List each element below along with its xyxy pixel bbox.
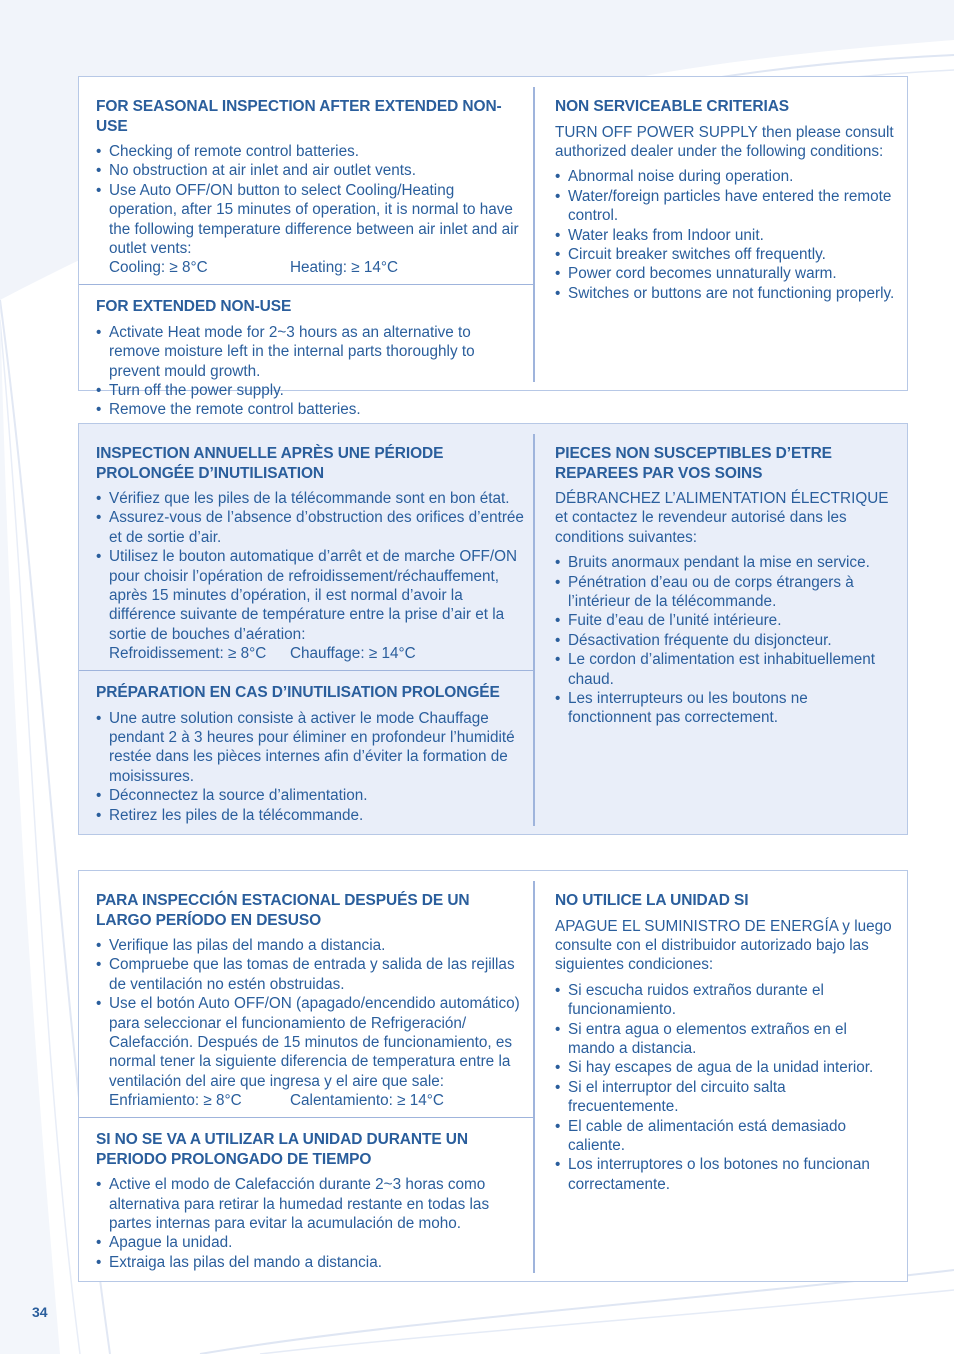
bullet-list bbox=[555, 167, 895, 303]
section-divider bbox=[79, 670, 533, 672]
list-item: • Désactivation fréquente du disjoncteur. bbox=[555, 631, 895, 650]
list-item: • No obstruction at air inlet and air outlet vents. bbox=[96, 161, 526, 180]
non-serviceable-section bbox=[555, 891, 895, 1194]
french-left-column bbox=[96, 444, 526, 825]
list-item: • Remove the remote control batteries. bbox=[96, 400, 526, 419]
heating-temp: Chauffage: ≥ 14°C bbox=[290, 645, 416, 663]
list-item: • Los interruptores o los botones no funcionan correctamente. bbox=[555, 1155, 895, 1194]
list-item: • Si escucha ruidos extraños durante el funcionamiento. bbox=[555, 981, 895, 1020]
list-item bbox=[96, 994, 526, 1110]
bullet-list bbox=[555, 553, 895, 728]
bullet-list bbox=[96, 709, 526, 825]
list-item: • Checking of remote control batteries. bbox=[96, 142, 526, 161]
list-item-text: Use Auto OFF/ON button to select Cooling/Heating operation, after 15 minutes of operation, it is normal to have the following temperature difference between air inlet and air outlet vents: bbox=[109, 181, 519, 258]
column-divider bbox=[533, 434, 535, 826]
list-item: • Bruits anormaux pendant la mise en service. bbox=[555, 553, 895, 572]
english-left-column bbox=[96, 97, 526, 420]
section-divider bbox=[79, 284, 533, 286]
heating-temp: Heating: ≥ 14°C bbox=[290, 259, 399, 277]
list-item: • Water leaks from Indoor unit. bbox=[555, 226, 895, 245]
cooling-temp: Cooling: ≥ 8°C bbox=[109, 259, 208, 277]
section-title: NO UTILICE LA UNIDAD SI bbox=[555, 892, 749, 909]
extended-non-use-section bbox=[96, 683, 526, 825]
list-item: • Si el interruptor del circuito salta frecuentemente. bbox=[555, 1078, 895, 1117]
list-item: • Si entra agua o elementos extraños en el mando a distancia. bbox=[555, 1020, 895, 1059]
section-title: NON SERVICEABLE CRITERIAS bbox=[555, 98, 790, 115]
spanish-panel bbox=[78, 870, 908, 1282]
section-divider bbox=[79, 1117, 533, 1119]
seasonal-inspection-section bbox=[96, 97, 526, 278]
bullet-list bbox=[96, 323, 526, 420]
column-divider bbox=[533, 87, 535, 382]
list-item: • Retirez les piles de la télécommande. bbox=[96, 806, 526, 825]
spanish-left-column bbox=[96, 891, 526, 1272]
bullet-list bbox=[96, 936, 526, 1111]
list-item: • Pénétration d’eau ou de corps étrangers à l’intérieur de la télécommande. bbox=[555, 573, 895, 612]
list-item: • Turn off the power supply. bbox=[96, 381, 526, 400]
list-item: • Verifique las pilas del mando a distancia. bbox=[96, 936, 526, 955]
list-item: • Abnormal noise during operation. bbox=[555, 167, 895, 186]
bullet-list bbox=[96, 142, 526, 278]
section-intro: APAGUE EL SUMINISTRO DE ENERGÍA y luego consulte con el distribuidor autorizado bajo las siguientes condiciones: bbox=[555, 917, 892, 974]
section-title: INSPECTION ANNUELLE APRÈS UNE PÉRIODE PROLONGÉE D’INUTILISATION bbox=[96, 445, 444, 482]
list-item: • Extraiga las pilas del mando a distancia. bbox=[96, 1253, 526, 1272]
french-right-column bbox=[555, 444, 895, 728]
extended-non-use-section bbox=[96, 1130, 526, 1272]
extended-non-use-section bbox=[96, 297, 526, 420]
column-divider bbox=[533, 881, 535, 1273]
list-item bbox=[96, 547, 526, 663]
temperature-values bbox=[109, 1091, 526, 1110]
section-title: PIECES NON SUSCEPTIBLES D’ETRE REPAREES PAR VOS SOINS bbox=[555, 445, 832, 482]
list-item: • Compruebe que las tomas de entrada y salida de las rejillas de ventilación no estén obstruidas. bbox=[96, 955, 526, 994]
list-item: • Activate Heat mode for 2~3 hours as an alternative to remove moisture left in the internal parts thoroughly to prevent mould growth. bbox=[96, 323, 526, 381]
page-number: 34 bbox=[32, 1304, 48, 1320]
section-intro: TURN OFF POWER SUPPLY then please consult authorized dealer under the following conditions: bbox=[555, 123, 894, 160]
spanish-right-column bbox=[555, 891, 895, 1194]
non-serviceable-section bbox=[555, 444, 895, 728]
seasonal-inspection-section bbox=[96, 444, 526, 664]
list-item: • Les interrupteurs ou les boutons ne fonctionnent pas correctement. bbox=[555, 689, 895, 728]
section-title: FOR SEASONAL INSPECTION AFTER EXTENDED NON-USE bbox=[96, 98, 502, 135]
list-item: • Switches or buttons are not functioning properly. bbox=[555, 284, 895, 303]
list-item: • Vérifiez que les piles de la télécommande sont en bon état. bbox=[96, 489, 526, 508]
seasonal-inspection-section bbox=[96, 891, 526, 1111]
list-item-text: Utilisez le bouton automatique d’arrêt et de marche OFF/ON pour choisir l’opération de refroidissement/réchauffement, après 15 minutes d’opération, il est normal d’avoir la différence suivante de température entre la prise d’air et la sortie de bouches d’aération: bbox=[109, 548, 518, 643]
temperature-values bbox=[109, 258, 526, 277]
list-item: • Une autre solution consiste à activer le mode Chauffage pendant 2 à 3 heures pour éliminer en profondeur l’humidité restée dans les pièces internes afin d’éviter la formation de moisissures. bbox=[96, 709, 526, 787]
section-title: PRÉPARATION EN CAS D’INUTILISATION PROLONGÉE bbox=[96, 684, 500, 702]
list-item: • Déconnectez la source d’alimentation. bbox=[96, 786, 526, 805]
section-intro: DÉBRANCHEZ L’ALIMENTATION ÉLECTRIQUE et contactez le revendeur autorisé dans les conditions suivantes: bbox=[555, 490, 889, 546]
section-title: SI NO SE VA A UTILIZAR LA UNIDAD DURANTE UN PERIODO PROLONGADO DE TIEMPO bbox=[96, 1131, 468, 1168]
english-panel bbox=[78, 76, 908, 419]
list-item: • Power cord becomes unnaturally warm. bbox=[555, 264, 895, 283]
bullet-list bbox=[96, 489, 526, 664]
bullet-list bbox=[96, 1175, 526, 1272]
list-item-text: Use el botón Auto OFF/ON (apagado/encendido automático) para seleccionar el funcionamiento de Refrigeración/ Calefacción. Después de 15 minutos de funcionamiento, es normal tener la siguiente diferencia de temperatura entre la ventilación del aire que ingresa y el aire que sale: bbox=[109, 995, 520, 1090]
section-title: FOR EXTENDED NON-USE bbox=[96, 298, 292, 316]
list-item: • Si hay escapes de agua de la unidad interior. bbox=[555, 1058, 895, 1077]
bullet-list bbox=[555, 981, 895, 1194]
list-item: • Le cordon d’alimentation est inhabituellement chaud. bbox=[555, 650, 895, 689]
section-title: PARA INSPECCIÓN ESTACIONAL DESPUÉS DE UN LARGO PERÍODO EN DESUSO bbox=[96, 892, 470, 929]
list-item: • El cable de alimentación está demasiado caliente. bbox=[555, 1117, 895, 1156]
list-item: • Apague la unidad. bbox=[96, 1233, 526, 1252]
temperature-values bbox=[109, 644, 526, 663]
list-item: • Water/foreign particles have entered the remote control. bbox=[555, 187, 895, 226]
cooling-temp: Enfriamiento: ≥ 8°C bbox=[109, 1092, 242, 1110]
french-panel bbox=[78, 423, 908, 835]
list-item: • Fuite d’eau de l’unité intérieure. bbox=[555, 611, 895, 630]
heating-temp: Calentamiento: ≥ 14°C bbox=[290, 1092, 444, 1110]
list-item: • Active el modo de Calefacción durante 2~3 horas como alternativa para retirar la humedad restante en todas las partes internas para evitar la acumulación de moho. bbox=[96, 1175, 526, 1233]
list-item bbox=[96, 181, 526, 278]
cooling-temp: Refroidissement: ≥ 8°C bbox=[109, 645, 267, 663]
non-serviceable-section bbox=[555, 97, 895, 303]
english-right-column bbox=[555, 97, 895, 303]
list-item: • Assurez-vous de l’absence d’obstruction des orifices d’entrée et de sortie d’air. bbox=[96, 508, 526, 547]
list-item: • Circuit breaker switches off frequently. bbox=[555, 245, 895, 264]
